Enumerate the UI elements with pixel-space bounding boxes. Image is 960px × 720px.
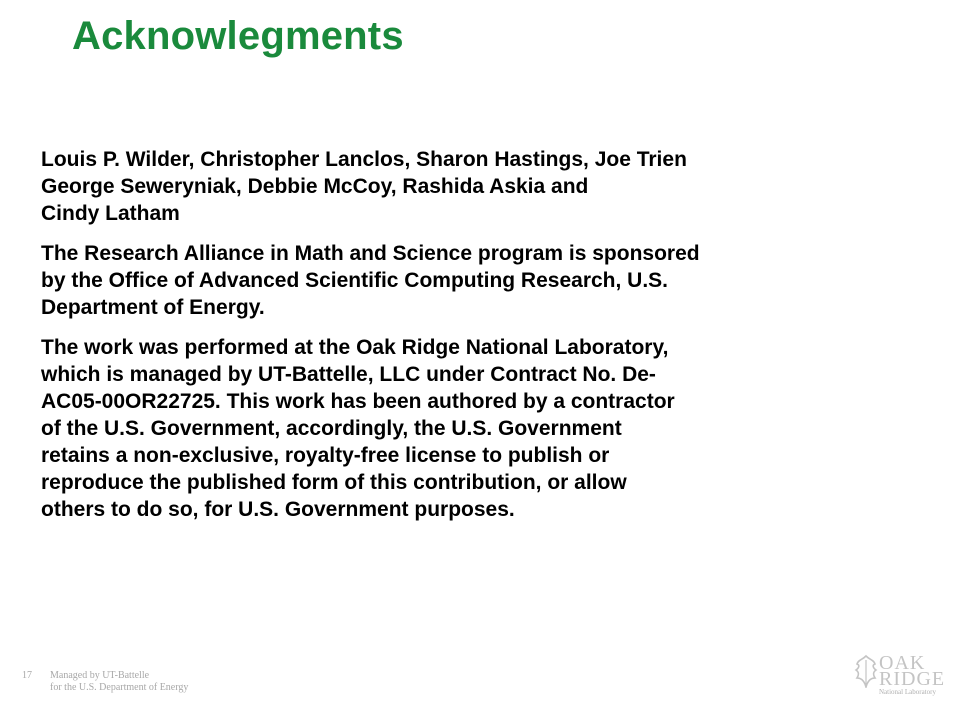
- paragraph-names: [41, 146, 901, 227]
- ornl-logo: [853, 652, 946, 698]
- text-line: others to do so, for U.S. Government purposes.: [41, 498, 515, 521]
- logo-text-oak: OAK: [879, 652, 926, 674]
- text-line: retains a non-exclusive, royalty-free license to publish or: [41, 444, 610, 467]
- slide-body: [41, 146, 901, 536]
- text-line: Department of Energy.: [41, 296, 265, 319]
- managed-by-text: [50, 670, 188, 694]
- text-line: Louis P. Wilder, Christopher Lanclos, Sharon Hastings, Joe Trien: [41, 148, 687, 171]
- page-number: 17: [22, 670, 32, 681]
- text-line: which is managed by UT-Battelle, LLC under Contract No. De-: [41, 363, 656, 386]
- text-line: The Research Alliance in Math and Science program is sponsored: [41, 242, 700, 265]
- slide-title: Acknowlegments: [72, 14, 404, 58]
- text-line: AC05-00OR22725. This work has been authored by a contractor: [41, 390, 675, 413]
- text-line: by the Office of Advanced Scientific Computing Research, U.S.: [41, 269, 669, 292]
- paragraph-sponsor: [41, 240, 901, 321]
- logo-text-national-laboratory: National Laboratory: [879, 688, 936, 696]
- logo-text-ridge: RIDGE: [879, 668, 946, 690]
- oak-leaf-icon: [853, 654, 879, 688]
- text-line: Cindy Latham: [41, 202, 180, 225]
- text-line: The work was performed at the Oak Ridge National Laboratory,: [41, 336, 669, 359]
- paragraph-contract: [41, 334, 901, 523]
- text-line: of the U.S. Government, accordingly, the U.S. Government: [41, 417, 622, 440]
- text-line: George Seweryniak, Debbie McCoy, Rashida Askia and: [41, 175, 589, 198]
- managed-line-1: Managed by UT-Battelle: [50, 670, 150, 681]
- managed-line-2: for the U.S. Department of Energy: [50, 682, 189, 693]
- text-line: reproduce the published form of this contribution, or allow: [41, 471, 627, 494]
